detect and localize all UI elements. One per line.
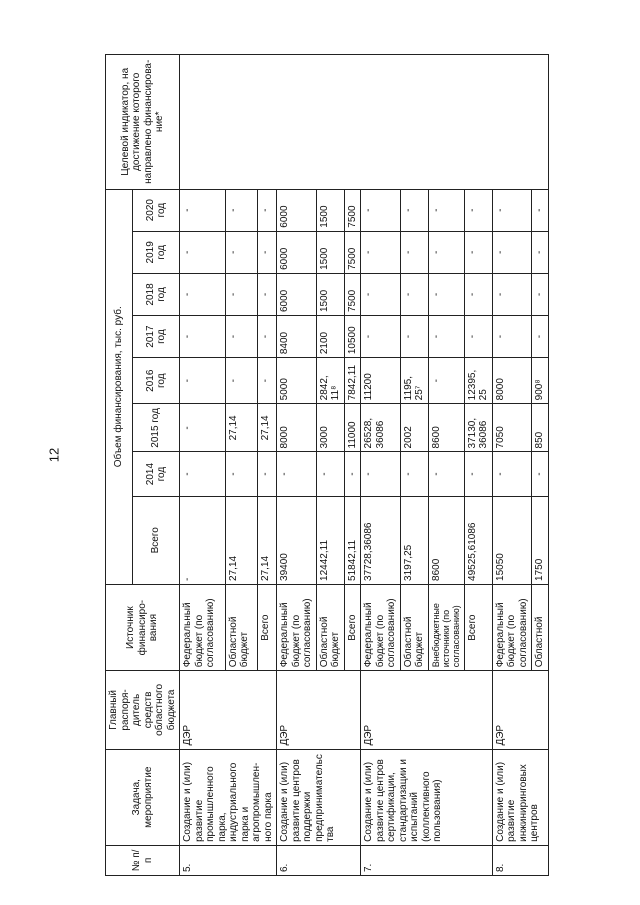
header-indicator: Целевой индикатор, на достижение которого направлено финансирова-ние* [106, 55, 180, 190]
cell-2020: - [400, 189, 428, 231]
header-source: Источник финансиро-вания [106, 584, 180, 670]
row-num: 7. [361, 845, 493, 875]
row-num: 6. [277, 845, 361, 875]
header-task: Задача, мероприятие [106, 749, 180, 845]
cell-2020: - [225, 189, 257, 231]
cell-2014: - [532, 452, 549, 496]
cell-2018: - [464, 273, 492, 315]
cell-2020: - [492, 189, 532, 231]
cell-total: 49525,61086 [464, 496, 492, 584]
page-number: 12 [46, 447, 62, 463]
cell-2020: 6000 [277, 189, 317, 231]
row-num: 8. [492, 845, 548, 875]
header-2020: 2020 год [133, 189, 180, 231]
cell-2019: 7500 [344, 231, 361, 273]
row-source: Федеральный бюджет (по согласованию) [180, 584, 226, 670]
cell-2019: - [400, 231, 428, 273]
cell-2015: 37130, 36086 [464, 404, 492, 452]
cell-2015: 26528, 36086 [361, 404, 401, 452]
cell-2020: - [180, 189, 226, 231]
row-task: Создание и (или) развитие инжиниринговых центров [492, 749, 548, 845]
cell-2020: - [464, 189, 492, 231]
row-task: Создание и (или) развитие центров сертификации, стандартизации и испытаний (коллективного пользования) [361, 749, 493, 845]
cell-2020: - [257, 189, 276, 231]
cell-2019: - [492, 231, 532, 273]
cell-total: 37728,36086 [361, 496, 401, 584]
cell-2019: - [532, 231, 549, 273]
cell-total: 3197,25 [400, 496, 428, 584]
row-task: Создание и (или) развитие промышленного парка, индустриального парка и агропромышлен-ного парка [180, 749, 277, 845]
cell-2017: 8400 [277, 316, 317, 358]
cell-indicator [180, 55, 549, 190]
cell-2017: - [464, 316, 492, 358]
row-source: Областной бюджет [316, 584, 344, 670]
cell-2019: - [257, 231, 276, 273]
cell-total: 27,14 [257, 496, 276, 584]
cell-2017: - [180, 316, 226, 358]
cell-2017: - [225, 316, 257, 358]
cell-2020: - [361, 189, 401, 231]
header-volume: Объем финансирования, тыс. руб. [106, 189, 133, 584]
cell-2019: - [464, 231, 492, 273]
cell-2015: 850 [532, 404, 549, 452]
cell-total: 39400 [277, 496, 317, 584]
row-manager: ДЭР [180, 671, 277, 749]
cell-2014: - [344, 452, 361, 496]
row-source: Федеральный бюджет (по согласованию) [492, 584, 532, 670]
financing-table-rotated [105, 54, 625, 876]
cell-2018: - [257, 273, 276, 315]
cell-2017: 10500 [344, 316, 361, 358]
cell-2016: 1195, 25⁷ [400, 358, 428, 404]
financing-table [105, 54, 549, 876]
cell-2019: - [361, 231, 401, 273]
cell-2018: 7500 [344, 273, 361, 315]
cell-2014: - [361, 452, 401, 496]
cell-2016: 2842, 11⁸ [316, 358, 344, 404]
cell-2016: - [225, 358, 257, 404]
row-source: Внебюджетные источники (по согласованию) [428, 584, 464, 670]
row-manager: ДЭР [492, 671, 548, 749]
cell-2018: - [400, 273, 428, 315]
cell-2020: - [532, 189, 549, 231]
cell-2015: 11000 [344, 404, 361, 452]
cell-2020: - [428, 189, 464, 231]
cell-total: - [180, 496, 226, 584]
cell-2015: 27,14 [225, 404, 257, 452]
cell-2018: - [428, 273, 464, 315]
cell-2014: - [428, 452, 464, 496]
row-source: Всего [464, 584, 492, 670]
row-manager: ДЭР [361, 671, 493, 749]
header-num: № п/п [106, 845, 180, 875]
cell-2014: - [316, 452, 344, 496]
cell-2019: 1500 [316, 231, 344, 273]
cell-2016: - [257, 358, 276, 404]
row-manager: ДЭР [277, 671, 361, 749]
cell-2015: - [180, 404, 226, 452]
table-row [180, 55, 226, 876]
row-num: 5. [180, 845, 277, 875]
cell-2016: 5000 [277, 358, 317, 404]
cell-2016: - [428, 358, 464, 404]
cell-2017: - [428, 316, 464, 358]
header-total: Всего [133, 496, 180, 584]
row-source: Областной бюджет [225, 584, 257, 670]
header-2019: 2019 год [133, 231, 180, 273]
cell-2018: 6000 [277, 273, 317, 315]
cell-2018: 1500 [316, 273, 344, 315]
cell-total: 12442,11 [316, 496, 344, 584]
cell-2018: - [492, 273, 532, 315]
cell-2014: - [492, 452, 532, 496]
cell-2015: 27,14 [257, 404, 276, 452]
cell-total: 8600 [428, 496, 464, 584]
cell-2018: - [532, 273, 549, 315]
cell-total: 51842,11 [344, 496, 361, 584]
header-2017: 2017 год [133, 316, 180, 358]
header-2018: 2018 год [133, 273, 180, 315]
cell-2017: - [532, 316, 549, 358]
row-source: Всего [257, 584, 276, 670]
header-manager: Главный распоря-дитель средств областного бюджета [106, 671, 180, 749]
cell-2019: - [428, 231, 464, 273]
cell-2019: - [225, 231, 257, 273]
cell-2020: 7500 [344, 189, 361, 231]
cell-2017: 2100 [316, 316, 344, 358]
cell-2020: 1500 [316, 189, 344, 231]
cell-2014: - [464, 452, 492, 496]
cell-2014: - [277, 452, 317, 496]
cell-2018: - [225, 273, 257, 315]
cell-2017: - [361, 316, 401, 358]
cell-2015: 7050 [492, 404, 532, 452]
cell-2014: - [400, 452, 428, 496]
cell-2015: 2002 [400, 404, 428, 452]
cell-2016: 8000 [492, 358, 532, 404]
cell-2016: 11200 [361, 358, 401, 404]
row-source: Федеральный бюджет (по согласованию) [277, 584, 317, 670]
cell-2019: - [180, 231, 226, 273]
row-source: Федеральный бюджет (по согласованию) [361, 584, 401, 670]
header-2016: 2016 год [133, 358, 180, 404]
cell-2018: - [361, 273, 401, 315]
cell-2016: - [180, 358, 226, 404]
cell-2014: - [257, 452, 276, 496]
cell-2017: - [492, 316, 532, 358]
cell-2016: 7842,11 [344, 358, 361, 404]
cell-2017: - [257, 316, 276, 358]
cell-2017: - [400, 316, 428, 358]
row-task: Создание и (или) развитие центров поддержки предпринимательства [277, 749, 361, 845]
cell-2015: 3000 [316, 404, 344, 452]
row-source: Всего [344, 584, 361, 670]
cell-2016: 12395, 25 [464, 358, 492, 404]
cell-total: 1750 [532, 496, 549, 584]
row-source: Областной [532, 584, 549, 670]
cell-2018: - [180, 273, 226, 315]
cell-2015: 8600 [428, 404, 464, 452]
cell-2016: 900⁸ [532, 358, 549, 404]
cell-total: 27,14 [225, 496, 257, 584]
cell-total: 15050 [492, 496, 532, 584]
row-source: Областной бюджет [400, 584, 428, 670]
header-row-1 [106, 55, 133, 876]
header-2015: 2015 год [133, 404, 180, 452]
cell-2014: - [225, 452, 257, 496]
cell-2019: 6000 [277, 231, 317, 273]
header-2014: 2014 год [133, 452, 180, 496]
cell-2015: 8000 [277, 404, 317, 452]
cell-2014: - [180, 452, 226, 496]
